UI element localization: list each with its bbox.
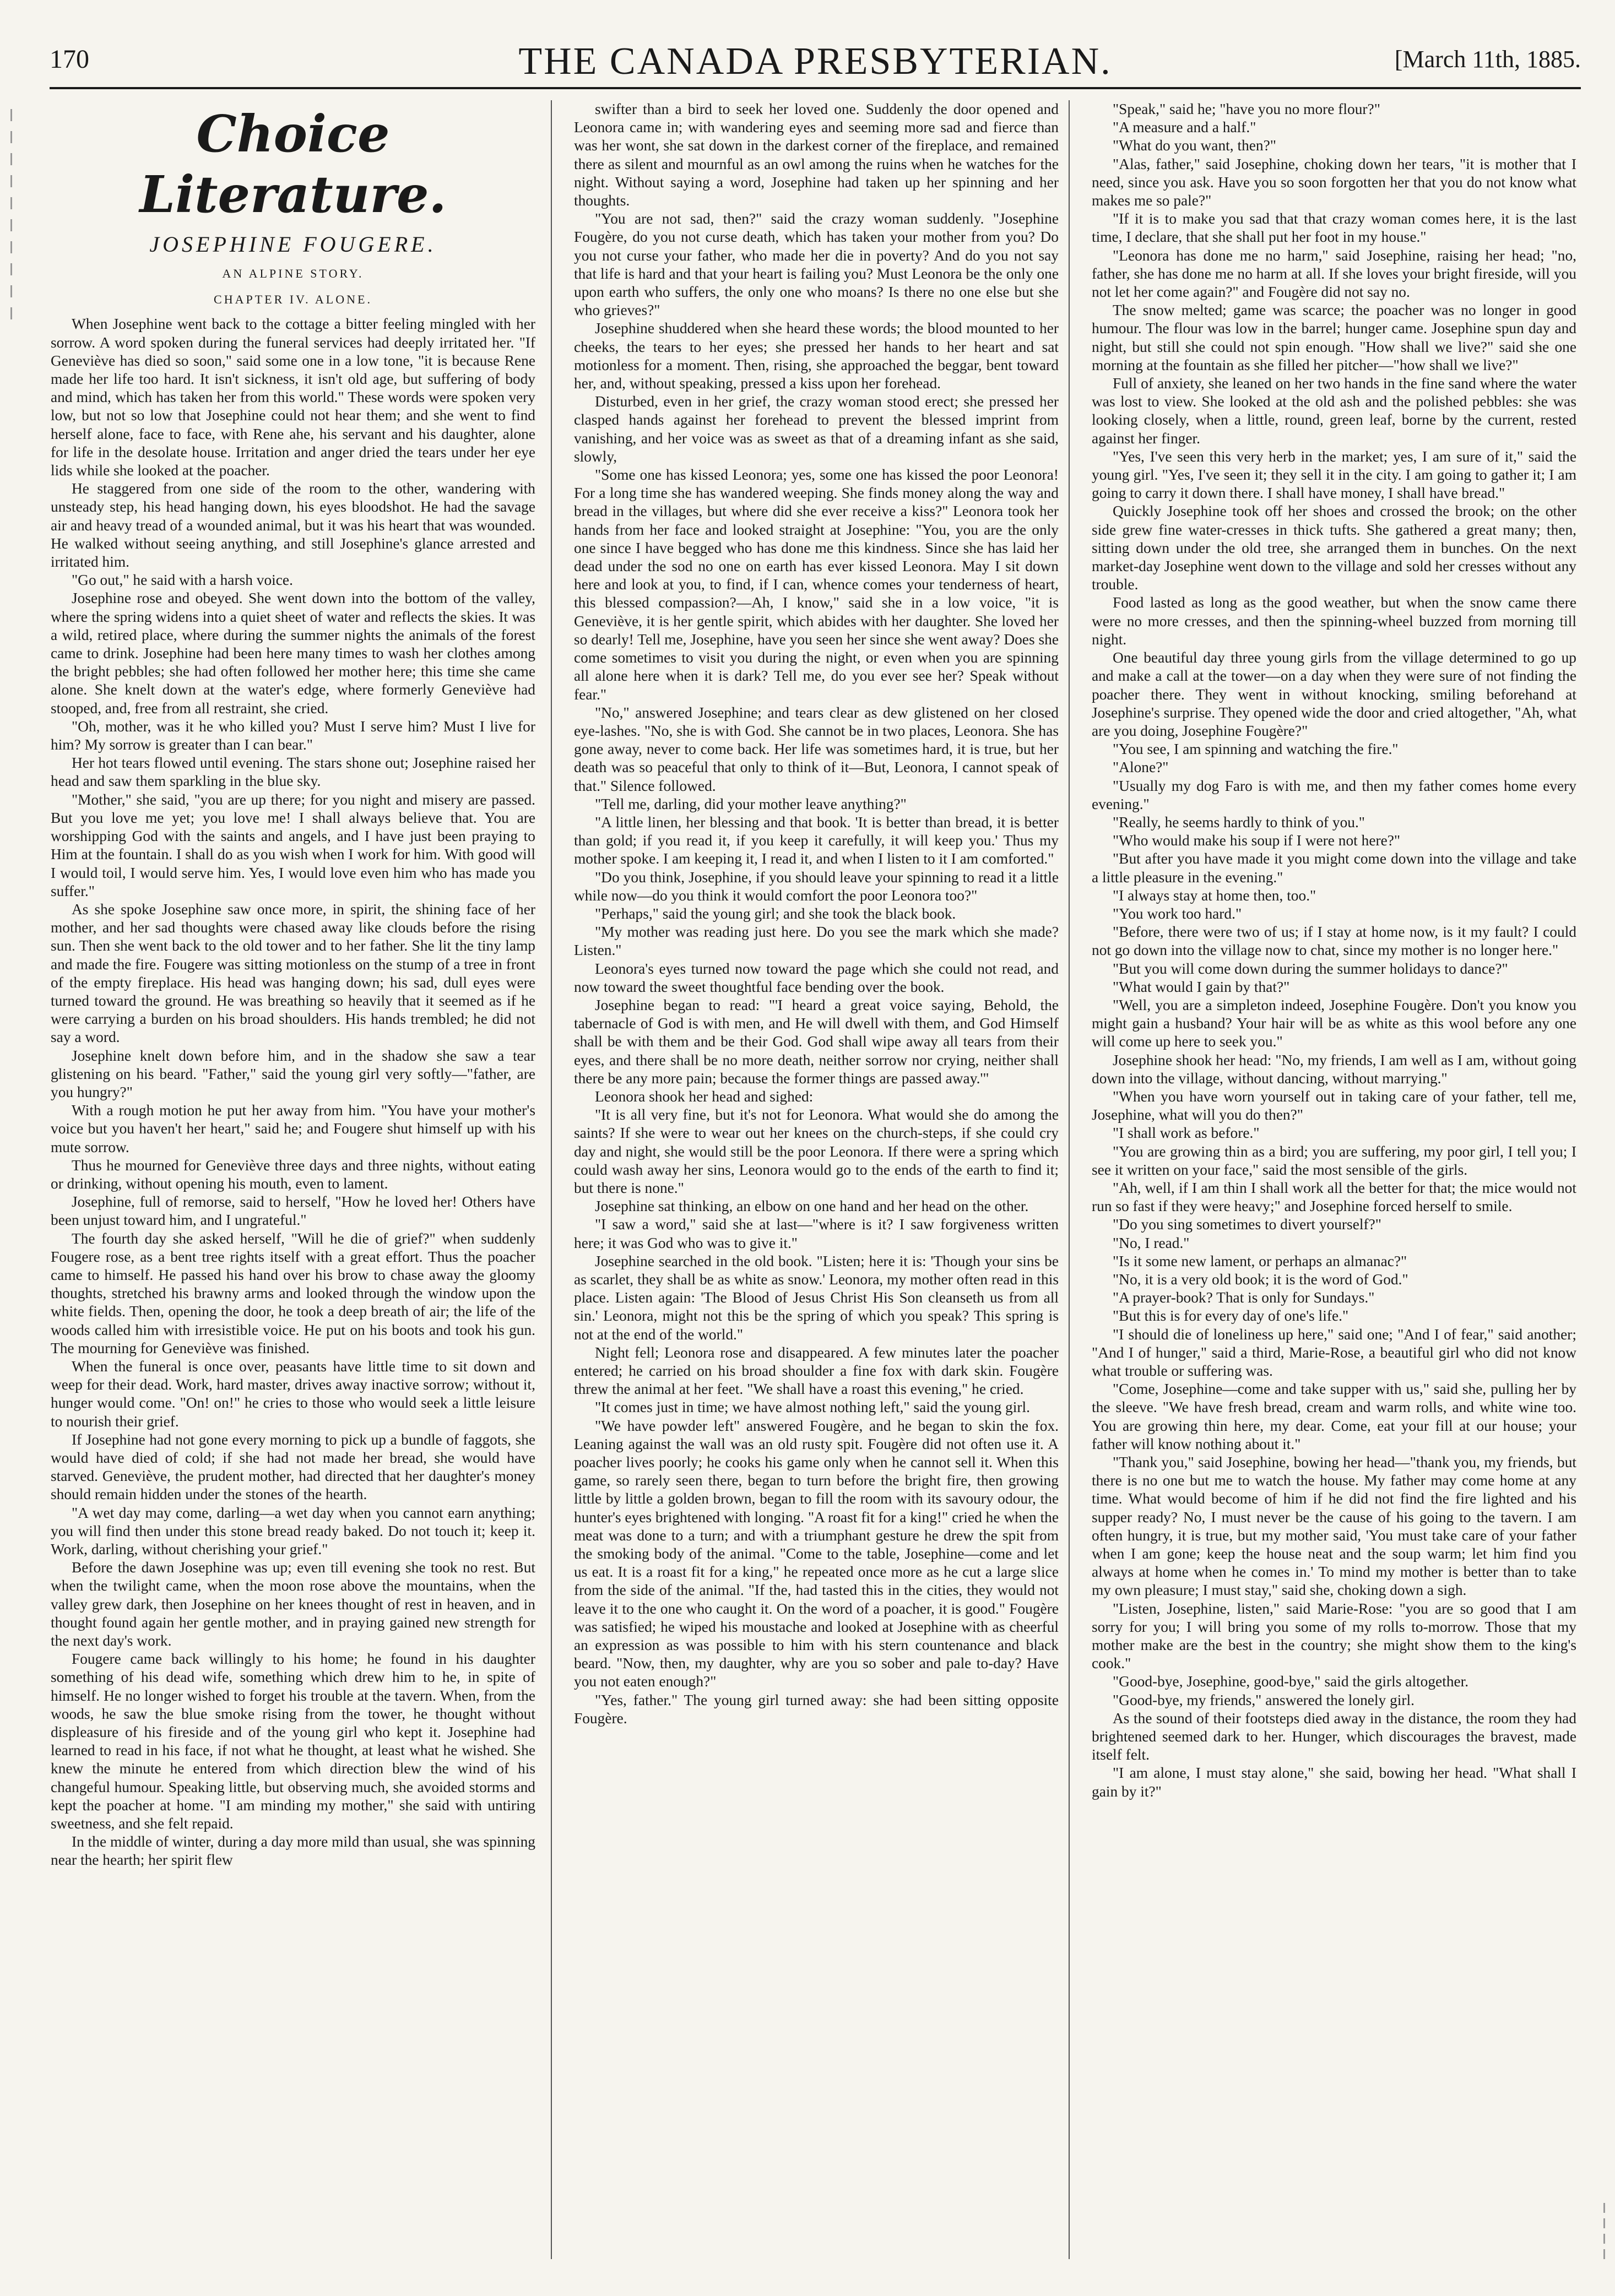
paragraph: The snow melted; game was scarce; the poacher was no longer in good humour. The flour was low in the barrel; hunger came. Josephine spun day and night, but still she could not spin enough. "How shall we live?" said she one morning at the fountain as she filled her pitcher—"how shall we live?" <box>1092 302 1576 373</box>
paragraph: "Before, there were two of us; if I stay at home now, is it my fault? I could not go down into the village now to chat, since my mother is no longer here." <box>1092 924 1576 959</box>
paragraph: "Oh, mother, was it he who killed you? Must I serve him? Must I live for him? My sorrow is greater than I can bear." <box>51 718 535 753</box>
paragraph: "You are not sad, then?" said the crazy woman suddenly. "Josephine Fougère, do you not curse death, which has taken your mother from you? Do you not curse your father, who made her die in poverty? And do you not say that life is hard and that your heart is failing you? Must Leonora be the only one upon earth who suffers, the only one who moans? Is there no one else but she who grieves?" <box>574 210 1059 319</box>
paragraph: "No, I read." <box>1113 1234 1190 1251</box>
paragraph: "Yes, I've seen this very herb in the market; yes, I am sure of it," said the young girl. "Yes, I've seen it; they sell it in the city. I am going to gather it; I am going to carry it down there. I shall have money, I shall have bread." <box>1092 448 1576 502</box>
paragraph: "Is it some new lament, or perhaps an almanac?" <box>1113 1252 1407 1269</box>
column-divider <box>1069 100 1070 2259</box>
paragraph: "It is all very fine, but it's not for Leonora. What would she do among the saints? If she were to wear out her knees on the church-steps, if she could cry day and night, she would still be the poor Leonora. If there were a spring which could wash away her sins, Leonora would go to the ends of the earth to find it; but there is none." <box>574 1106 1059 1196</box>
paragraph: "Ah, well, if I am thin I shall work all the better for that; the mice would not run so fast if they were heavy;" and Josephine forced herself to smile. <box>1092 1179 1576 1215</box>
paragraph: "I should die of loneliness up here," said one; "And I of fear," said another; "And I of hunger," said a third, Marie-Rose, a beautiful girl who did not know what trouble or suffering was. <box>1092 1326 1576 1380</box>
paragraph: Full of anxiety, she leaned on her two hands in the fine sand where the water was lost to view. She looked at the old ash and the polished pebbles: she was looking closely, when a little, round, green leaf, borne by the current, rested against her finger. <box>1092 375 1576 447</box>
paragraph: "Well, you are a simpleton indeed, Josephine Fougère. Don't you know you might gain a husband? Your hair will be as white as this wool before any one will come up here to seek you." <box>1092 996 1576 1050</box>
paragraph: "A wet day may come, darling—a wet day when you cannot earn anything; you will find then under this stone bread ready baked. Do not touch it; keep it. Work, darling, without cherishing your grief." <box>51 1504 535 1558</box>
paragraph: "You see, I am spinning and watching the fire." <box>1113 741 1399 758</box>
paragraph: "But this is for every day of one's life." <box>1113 1307 1349 1325</box>
header-rule <box>50 87 1581 89</box>
column-1 <box>51 100 535 2270</box>
paragraph: "We have powder left" answered Fougère, and he began to skin the fox. Leaning against the wall was an old rusty spit. Fougère did not often use it. A poacher lives poorly; he cooks his game only when he cannot sell it. When this game, so rarely seen there, began to turn before the bright fire, then growing little by little a golden brown, began to fill the room with its savoury odour, the hunter's eyes brightened with longing. "A roast fit for a king!" cried he when the meat was done to a turn; and with a triumphant gesture he drew the spit from the smoking body of the animal. "Come to the table, Josephine—come and let us eat. It is a roast fit for a king," he repeated once more as he cut a large slice from the side of the animal. "If the, had tasted this in the cities, they would not leave it to the one who caught it. On the word of a poacher, it is good." Fougère was satisfied; he wiped his moustache and looked at Josephine with as cheerful an expression as was possible to him with his stern countenance and black beard. "Now, then, my daughter, why are you so sober and pale to-day? Have you not eaten enough?" <box>574 1417 1059 1690</box>
paragraph: As the sound of their footsteps died away in the distance, the room they had brightened seemed dark to her. Hunger, which discourages the bravest, made itself felt. <box>1092 1709 1576 1763</box>
column-divider <box>551 100 552 2259</box>
paragraph: "Some one has kissed Leonora; yes, some one has kissed the poor Leonora! For a long time she has wandered weeping. She finds money along the way and bread in the villages, but where did she ever receive a kiss?" Leonora took her hands from her face and looked straight at Josephine: "You, you are the only one since I have begged who has done me this kindness. Since she has laid her dead under the sod no one on earth has ever kissed Leonora. May I sit down here and look at you, to find, if I can, whence comes your tenderness of heart, this blessed compassion?—Ah, I know," said she in a low voice, "it is Geneviève, it is her gentle spirit, which abides with her daughter. She loved her so dearly! Tell me, Josephine, have you seen her since she went away? Does she come sometimes to visit you during the night, or even when you are spinning all alone here when it is dark? Tell me, do you ever see her? Speak without fear." <box>574 466 1059 703</box>
newspaper-title: THE CANADA PRESBYTERIAN. <box>518 40 1112 83</box>
paragraph: "But after you have made it you might come down into the village and take a little pleasure in the evening." <box>1092 850 1576 886</box>
paragraph: Leonora's eyes turned now toward the page which she could not read, and now toward the sweet thoughtful face bending over the book. <box>574 960 1059 995</box>
story-title: JOSEPHINE FOUGERE. <box>149 232 437 257</box>
paragraph: "Listen, Josephine, listen," said Marie-Rose: "you are so good that I am sorry for you; I will bring you some of my rolls to-morrow. Those that my mother make are the best in the country; she might show them to the king's cook." <box>1092 1600 1576 1672</box>
paragraph: "If it is to make you sad that that crazy woman comes here, it is the last time, I declare, that she shall put her foot in my house." <box>1092 210 1576 246</box>
paragraph: Thus he mourned for Geneviève three days and three nights, without eating or drinking, without opening his mouth, even to lament. <box>51 1157 535 1192</box>
paragraph: If Josephine had not gone every morning to pick up a bundle of faggots, she would have died of cold; if she had not made her bread, she would have starved. Geneviève, the prudent mother, had directed that her daughter's money should remain hidden under the stones of the hearth. <box>51 1431 535 1503</box>
paragraph: "Speak," said he; "have you no more flour?" <box>1113 101 1380 117</box>
paragraph: "Do you think, Josephine, if you should leave your spinning to read it a little while now—do you think it would comfort the poor Leonora too?" <box>574 869 1059 904</box>
column-3 <box>1092 100 1576 2270</box>
paragraph: "It comes just in time; we have almost nothing left," said the young girl. <box>595 1399 1030 1416</box>
paragraph: Her hot tears flowed until evening. The stars shone out; Josephine raised her head and saw them sparkling in the blue sky. <box>51 755 535 790</box>
paragraph: "Good-bye, Josephine, good-bye," said the girls altogether. <box>1113 1673 1469 1690</box>
paragraph: "I am alone, I must stay alone," she said, bowing her head. "What shall I gain by it?" <box>1092 1765 1576 1800</box>
paragraph: "You are growing thin as a bird; you are suffering, my poor girl, I tell you; I see it written on your face," said the most sensible of the girls. <box>1092 1143 1576 1178</box>
paragraph: "Yes, father." The young girl turned away: she had been sitting opposite Fougère. <box>574 1691 1059 1727</box>
paragraph: "You work too hard." <box>1113 905 1242 922</box>
paragraph: Josephine knelt down before him, and in the shadow she saw a tear glistening on his beard. "Father," said the young girl very softly—"father, are you hungry?" <box>51 1047 535 1100</box>
paragraph: "Alas, father," said Josephine, choking down her tears, "it is mother that I need, since you ask. Have you so soon forgotten her that you do not know what makes me so pale?" <box>1092 155 1576 209</box>
paragraph: Disturbed, even in her grief, the crazy woman stood erect; she pressed her clasped hands against her forehead to prevent the blessed imprint from vanishing, and her voice was as sweet as that of a dreaming infant as she said, slowly, <box>574 393 1059 465</box>
paragraph: Food lasted as long as the good weather, but when the snow came there were no more cresses, and then the spinning-wheel buzzed from morning till night. <box>1092 594 1576 648</box>
paragraph: When the funeral is once over, peasants have little time to sit down and weep for their dead. Work, hard master, drives away inactive sorrow; without it, hunger would come. "On! on!" he cries to those who would seek a little leisure to nourish their grief. <box>51 1358 535 1430</box>
paragraph: When Josephine went back to the cottage a bitter feeling mingled with her sorrow. A word spoken during the funeral services had deeply irritated her. "If Geneviève has died so soon," said some one in a low tone, "it is because Rene made her life too hard. It isn't sickness, it isn't old age, but suffering of body and mind, which has taken her from this world." These words were spoken very low, but not so low that Josephine could not hear them; and she went to find herself alone, face to face, with Rene ahe, his servant and his daughter, alone for life in the desolate house. Irritation and anger dried the tears under her eye lids while she looked at the poacher. <box>51 316 535 479</box>
paragraph: "I shall work as before." <box>1113 1125 1260 1142</box>
paragraph: "Tell me, darling, did your mother leave anything?" <box>595 795 907 812</box>
paragraph: "Who would make his soup if I were not here?" <box>1113 832 1401 849</box>
masthead <box>50 40 1581 84</box>
paragraph: "A measure and a half." <box>1113 119 1256 136</box>
paragraph: Fougere came back willingly to his home; he found in his daughter something of his dead wife, something which drew him to he, in spite of himself. He no longer wished to forget his trouble at the tavern. When, from the woods, he saw the blue smoke rising from the tower, he thought without displeasure of his fireside and of the young girl who kept it. Josephine had learned to read in his face, if not what he thought, at least what he wished. She knew the minute he entered from which direction blew the wind of his changeful humour. Speaking little, but observing much, she avoided storms and kept the poacher at home. "I am minding my mother," she said with untiring sweetness, and she felt repaid. <box>51 1651 535 1832</box>
paragraph: "But you will come down during the summer holidays to dance?" <box>1113 960 1508 977</box>
paragraph: "I saw a word," said she at last—"where is it? I saw forgiveness written here; it was God who was to give it." <box>574 1216 1059 1251</box>
paragraph: Josephine, full of remorse, said to herself, "How he loved her! Others have been unjust toward him, and I ungrateful." <box>51 1193 535 1229</box>
paragraph: "A little linen, her blessing and that book. 'It is better than bread, it is better than gold; if you read it, if you keep it carefully, it will keep you.' Thus my mother spoke. I am keeping it, I read it, and when I listen to it I am comforted." <box>574 813 1059 867</box>
paragraph: One beautiful day three young girls from the village determined to go up and make a call at the tower—on a day when they were sure of not finding the poacher there. They went in without knocking, smiling beforehand at Josephine's surprise. They opened wide the door and cried altogether, "Ah, what are you doing, Josephine Fougère?" <box>1092 649 1576 739</box>
paragraph: "What do you want, then?" <box>1113 137 1276 154</box>
margin-marks-right <box>1598 2197 1609 2286</box>
paragraph: "Leonora has done me no harm," said Josephine, raising her head; "no, father, she has done me no harm at all. If she loves your bright fireside, will you not let her come again?" and Fougère did not say no. <box>1092 247 1576 301</box>
paragraph: swifter than a bird to seek her loved one. Suddenly the door opened and Leonora came in; with wandering eyes and seeming more sad and fierce than was her wont, she sat down in the darkest corner of the fireplace, and remained there as silent and mournful as an owl among the ruins when he watches for the night. Without saying a word, Josephine had taken up her spinning and her thoughts. <box>574 101 1059 209</box>
paragraph: "I always stay at home then, too." <box>1113 887 1316 904</box>
paragraph: Leonora shook her head and sighed: <box>595 1088 814 1105</box>
paragraph: Josephine began to read: "'I heard a great voice saying, Behold, the tabernacle of God is with men, and He will dwell with them, and God Himself shall be with them and be their God. God shall wipe away all tears from their eyes, and there shall be no more death, neither sorrow nor crying, neither shall there be any more pain; because the former things are passed away.'" <box>574 996 1059 1087</box>
paragraph: Josephine shuddered when she heard these words; the blood mounted to her cheeks, the tears to her eyes; she pressed her hands to her heart and sat motionless for a moment. Then, rising, she approached the beggar, bent toward her, and, without speaking, pressed a kiss upon her forehead. <box>574 320 1059 392</box>
page-number: 170 <box>50 45 89 74</box>
column-2 <box>574 100 1059 2270</box>
paragraph: "Come, Josephine—come and take supper with us," said she, pulling her by the sleeve. "We have fresh bread, cream and warm rolls, and white wine too. You are growing thin here, my dear. Come, eat your fill at our house; your father will know nothing about it." <box>1092 1381 1576 1452</box>
paragraph: "No," answered Josephine; and tears clear as dew glistened on her closed eye-lashes. "No, she is with God. She cannot be in two places, Leonora. She has gone away, never to come back. Her life was sometimes hard, it is true, but her death was so peaceful that only to think of it—But, Leonora, I cannot speak of that." Silence followed. <box>574 704 1059 794</box>
paragraph: "No, it is a very old book; it is the word of God." <box>1113 1271 1408 1288</box>
margin-marks-left <box>6 99 17 485</box>
paragraph: "Go out," he said with a harsh voice. <box>72 572 293 589</box>
paragraph: With a rough motion he put her away from him. "You have your mother's voice but you haven't her heart," said he; and Fougere shut himself up with his mute sorrow. <box>51 1102 535 1155</box>
paragraph: As she spoke Josephine saw once more, in spirit, the shining face of her mother, and her sad thoughts were chased away like clouds before the rising sun. Then she went back to the old tower and to her father. She lit the tiny lamp and made the fire. Fougere was sitting motionless on the stump of a tree in front of the empty fireplace. His head was hanging down; his sad, dull eyes were turned toward the ground. He was breathing so heavily that it seemed as if he were carrying a burden on his broad shoulders. His hands trembled; he did not say a word. <box>51 900 535 1046</box>
paragraph: He staggered from one side of the room to the other, wandering with unsteady step, his head hanging down, his eyes bloodshot. He had the savage air and heavy tread of a wounded animal, but it was his heart that was wounded. He walked without seeing anything, and still Josephine's glance arrested and irritated him. <box>51 480 535 571</box>
section-heading: Choice Literature. <box>139 104 447 224</box>
paragraph: The fourth day she asked herself, "Will he die of grief?" when suddenly Fougere rose, as a bent tree rights itself with a great effort. Thus the poacher came to himself. He passed his hand over his brow to chase away the gloomy thoughts, stretched his brawny arms and looked through the window upon the white fields. Then, opening the door, he took a deep breath of air; the life of the woods called him with irresistible voice. He put on his boots and took his gun. The mourning for Geneviève was finished. <box>51 1230 535 1356</box>
paragraph: In the middle of winter, during a day more mild than usual, she was spinning near the hearth; her spirit flew <box>51 1833 535 1869</box>
paragraph: "My mother was reading just here. Do you see the mark which she made? Listen." <box>574 924 1059 959</box>
paragraph: "When you have worn yourself out in taking care of your father, tell me, Josephine, what will you do then?" <box>1092 1088 1576 1123</box>
story-subtitle: AN ALPINE STORY. <box>222 267 364 280</box>
paragraph: Josephine searched in the old book. "Listen; here it is: 'Though your sins be as scarlet, they shall be as white as snow.' Leonora, my mother often read in this place. Listen again: 'The Blood of Jesus Christ His Son cleanseth us from all sin.' Leonora, might not this be the spring of which you speak? This spring is not at the end of the world." <box>574 1252 1059 1343</box>
paragraph: "Really, he seems hardly to think of you." <box>1113 813 1365 831</box>
column-body <box>574 100 1059 1728</box>
paragraph: "Usually my dog Faro is with me, and then my father comes home every evening." <box>1092 777 1576 812</box>
paragraph: "Perhaps," said the young girl; and she took the black book. <box>595 905 956 922</box>
paragraph: Night fell; Leonora rose and disappeared. A few minutes later the poacher entered; he carried on his broad shoulder a fine fox with dark skin. Fougère threw the animal at her feet. "We shall have a roast this evening," he cried. <box>574 1344 1059 1398</box>
paragraph: Josephine rose and obeyed. She went down into the bottom of the valley, where the spring widens into a quiet sheet of water and reflects the skies. It was a wild, retired place, where during the summer nights the animals of the forest came to drink. Josephine had been here many times to wash her clothes among the bright pebbles; she had often followed her mother here; this time she came alone. She knelt down at the water's edge, where formerly Geneviève had stooped, and, free from all restraint, she cried. <box>51 590 535 717</box>
issue-date: [March 11th, 1885. <box>1394 46 1581 73</box>
paragraph: "What would I gain by that?" <box>1113 978 1290 995</box>
paragraph: "Thank you," said Josephine, bowing her head—"thank you, my friends, but there is no one but me to watch the house. My father may come home at any time. What would become of him if he did not find the fire lighted and his supper ready? No, I must never be the cause of his going to the tavern. I am often hungry, it is true, but my mother said, 'You must take care of your father when I am gone; keep the house neat and the soup warm; let him find you always at home when he comes in.' To mind my mother is better than to take my own pleasure; I must stay," said she, choking down a sigh. <box>1092 1454 1576 1599</box>
column-body <box>1092 100 1576 1801</box>
paragraph: "Mother," she said, "you are up there; for you night and misery are passed. But you love me yet; you love me! I shall always believe that. You are worshipping God with the saints and angels, and I have just been praying to Him at the fountain. I shall do as you wish when I work for him. With good will I would toil, I would serve him. Yes, I would love even him who has made you suffer." <box>51 791 535 899</box>
paragraph: "Good-bye, my friends," answered the lonely girl. <box>1113 1691 1415 1708</box>
paragraph: Quickly Josephine took off her shoes and crossed the brook; on the other side grew fine water-cresses in thick tufts. She gathered a great many; then, sitting down under the old tree, she arranged them in bunches. On the next market-day Josephine went down to the village and sold her cresses without any trouble. <box>1092 503 1576 593</box>
paragraph: Before the dawn Josephine was up; even till evening she took no rest. But when the twilight came, when the moon rose above the mountains, when the valley grew dark, then Josephine on her knees thought of rest in heaven, and in thought found again her gentle mother, and in praying gained new strength for the next day's work. <box>51 1559 535 1649</box>
column-body <box>51 315 535 1869</box>
paragraph: "Do you sing sometimes to divert yourself?" <box>1113 1216 1381 1233</box>
chapter-heading: CHAPTER IV. ALONE. <box>214 292 372 307</box>
paragraph: Josephine sat thinking, an elbow on one hand and her head on the other. <box>595 1198 1029 1215</box>
paragraph: "Alone?" <box>1113 759 1169 776</box>
paragraph: Josephine shook her head: "No, my friends, I am well as I am, without going down into the village, without dancing, without marrying." <box>1092 1051 1576 1087</box>
paragraph: "A prayer-book? That is only for Sundays." <box>1113 1289 1375 1306</box>
